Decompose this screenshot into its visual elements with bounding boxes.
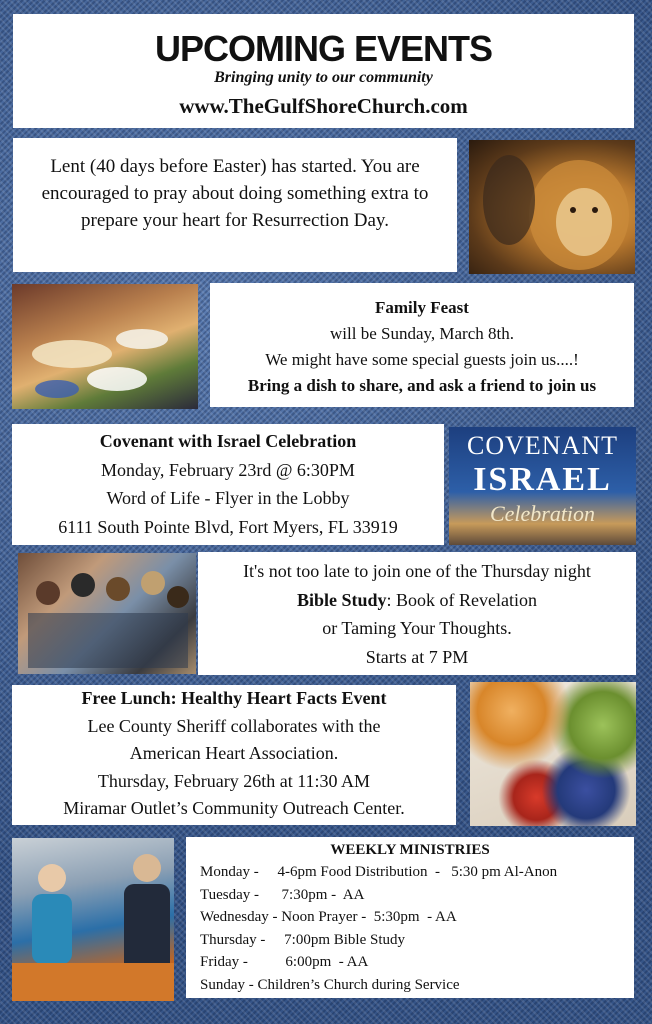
lent-line: prepare your heart for Resurrection Day. — [81, 210, 389, 231]
weekly-ministries-panel — [186, 837, 634, 998]
bible-study-label: Bible Study — [296, 589, 387, 610]
food-table-illustration — [12, 284, 198, 409]
covenant-title: Covenant with Israel Celebration — [99, 431, 357, 451]
covenant-location: Word of Life - Flyer in the Lobby — [106, 488, 350, 508]
bible-study-topic — [198, 586, 636, 615]
ministry-row-wednesday: Wednesday - Noon Prayer - 5:30pm - AA — [200, 909, 457, 925]
healthy-food-image — [470, 682, 636, 826]
family-feast-title: Family Feast — [375, 298, 469, 317]
bible-study-topic-text: : Book of Revelation — [386, 589, 538, 610]
page-title: UPCOMING EVENTS — [154, 28, 493, 69]
family-feast-date: will be Sunday, March 8th. — [330, 324, 514, 343]
lent-line: Lent (40 days before Easter) has started. You are — [50, 156, 420, 177]
bible-study-time: Starts at 7 PM — [365, 646, 469, 667]
free-lunch-line: Lee County Sheriff collaborates with the — [87, 715, 381, 736]
bible-study-image — [18, 553, 196, 674]
volunteers-illustration — [12, 838, 174, 1001]
covenant-date: Monday, February 23rd @ 6:30PM — [101, 459, 355, 480]
bible-study-line: It's not too late to join one of the Thursday night — [243, 561, 591, 581]
lion-image — [469, 140, 635, 274]
family-feast-image — [12, 284, 198, 409]
bible-study-notice — [198, 552, 636, 675]
food-distribution-image — [12, 838, 174, 1001]
israel-image-title-word: ISRAEL — [473, 461, 612, 498]
israel-celebration-image — [449, 427, 636, 545]
ministry-row-sunday: Sunday - Children’s Church during Service — [200, 976, 460, 993]
header-panel — [13, 14, 634, 128]
lent-line: encouraged to pray about doing something extra to — [41, 183, 429, 204]
israel-image-title-top: COVENANT — [467, 431, 618, 460]
family-feast-guests: We might have some special guests join us....! — [265, 350, 579, 369]
weekly-ministries-title: WEEKLY MINISTRIES — [330, 842, 490, 858]
lent-notice — [13, 138, 457, 272]
ministry-row-tuesday: Tuesday - 7:30pm - AA — [200, 886, 365, 903]
covenant-notice — [12, 424, 444, 545]
ministry-row-monday: Monday - 4-6pm Food Distribution - 5:30 pm Al-Anon — [200, 864, 558, 880]
bible-study-line: or Taming Your Thoughts. — [322, 618, 512, 638]
family-feast-notice — [210, 283, 634, 407]
lion-illustration — [469, 140, 635, 274]
ministry-row-friday: Friday - 6:00pm - AA — [200, 954, 369, 970]
covenant-address: 6111 South Pointe Blvd, Fort Myers, FL 33919 — [58, 516, 398, 537]
free-lunch-date: Thursday, February 26th at 11:30 AM — [97, 770, 371, 791]
free-lunch-location: Miramar Outlet’s Community Outreach Center. — [63, 798, 405, 818]
ministry-row-thursday: Thursday - 7:00pm Bible Study — [200, 931, 405, 948]
israel-image-title-script: Celebration — [489, 501, 596, 526]
study-group-illustration — [18, 553, 196, 674]
tagline: Bringing unity to our community — [214, 69, 433, 86]
family-feast-dish: Bring a dish to share, and ask a friend to join us — [247, 376, 597, 395]
free-lunch-notice — [12, 685, 456, 825]
free-lunch-line: American Heart Association. — [129, 743, 339, 763]
website-link[interactable]: www.TheGulfShoreChurch.com — [179, 94, 468, 118]
free-lunch-title: Free Lunch: Healthy Heart Facts Event — [81, 688, 387, 708]
